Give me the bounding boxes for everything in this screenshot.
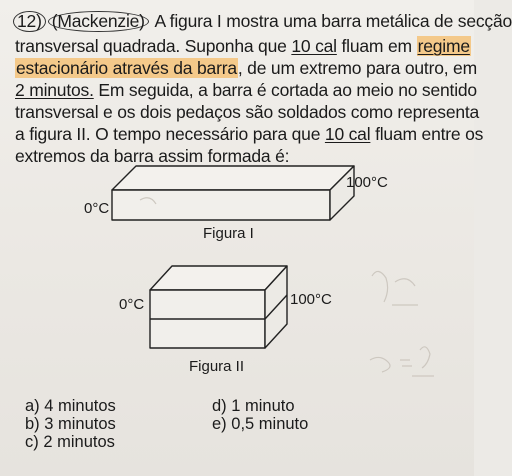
option-e-letter: e) [212, 415, 227, 433]
option-c-letter: c) [25, 433, 39, 451]
scribble-4 [370, 357, 390, 372]
question-line-6-rest: fluam entre os [375, 124, 484, 144]
scribble-1 [372, 271, 388, 302]
question-line-4-text: Em seguida, a barra é cortada ao meio no sentido [93, 80, 477, 100]
option-c[interactable] [25, 433, 115, 452]
figure-1-cold-label: 0°C [84, 200, 110, 217]
question-source: (Mackenzie) [48, 11, 149, 32]
option-a-letter: a) [25, 397, 40, 415]
scribble-6 [420, 347, 430, 368]
option-b-letter: b) [25, 415, 40, 433]
figure-1-bar [112, 166, 354, 220]
figure-1-caption: Figura I [203, 225, 254, 242]
figure-2-cold-label: 0°C [119, 296, 145, 313]
option-a[interactable] [25, 397, 116, 416]
highlight-estacionario: estacionário através da barra [16, 58, 237, 78]
figure-1-front-face [112, 190, 330, 220]
highlight-regime: regime [417, 36, 470, 56]
option-c-text: 2 minutos [43, 433, 115, 451]
option-e[interactable] [212, 415, 308, 434]
option-d-letter: d) [212, 397, 227, 415]
question-line-6-text: a figura II. O tempo necessário para que [15, 124, 321, 144]
figure-2-hot-label: 100°C [290, 291, 332, 308]
option-b-text: 3 minutos [44, 415, 116, 433]
option-a-text: 4 minutos [44, 397, 116, 415]
option-d-text: 1 minuto [231, 397, 295, 415]
option-e-text: 0,5 minuto [231, 415, 309, 433]
scribble-2 [395, 279, 415, 286]
question-line-2-mid: fluam em [341, 36, 412, 56]
figure-2-bar [150, 266, 287, 348]
figure-1-top-face [112, 166, 354, 190]
option-d[interactable] [212, 397, 295, 416]
question-line-2-text: transversal quadrada. Suponha que [15, 36, 287, 56]
question-line-3-text: , de um extremo para outro, em [237, 58, 477, 78]
question-line-1-text: A figura I mostra uma barra metálica de secção [154, 11, 512, 31]
question-line-7-text: extremos da barra assim formada é: [15, 146, 290, 166]
figure-2-top-face [150, 266, 287, 290]
question-line-5-text: transversal e os dois pedaços são soldados como representa [15, 102, 480, 122]
figure-1-hot-label: 100°C [346, 174, 388, 191]
option-b[interactable] [25, 415, 116, 434]
heat-quantity-2: 10 cal [324, 124, 371, 144]
heat-quantity-1: 10 cal [291, 36, 337, 56]
figure-2-caption: Figura II [189, 358, 245, 375]
question-number: 12) [13, 11, 46, 32]
scribble-5 [400, 360, 412, 366]
time-2-minutes: 2 minutos. [15, 80, 94, 100]
